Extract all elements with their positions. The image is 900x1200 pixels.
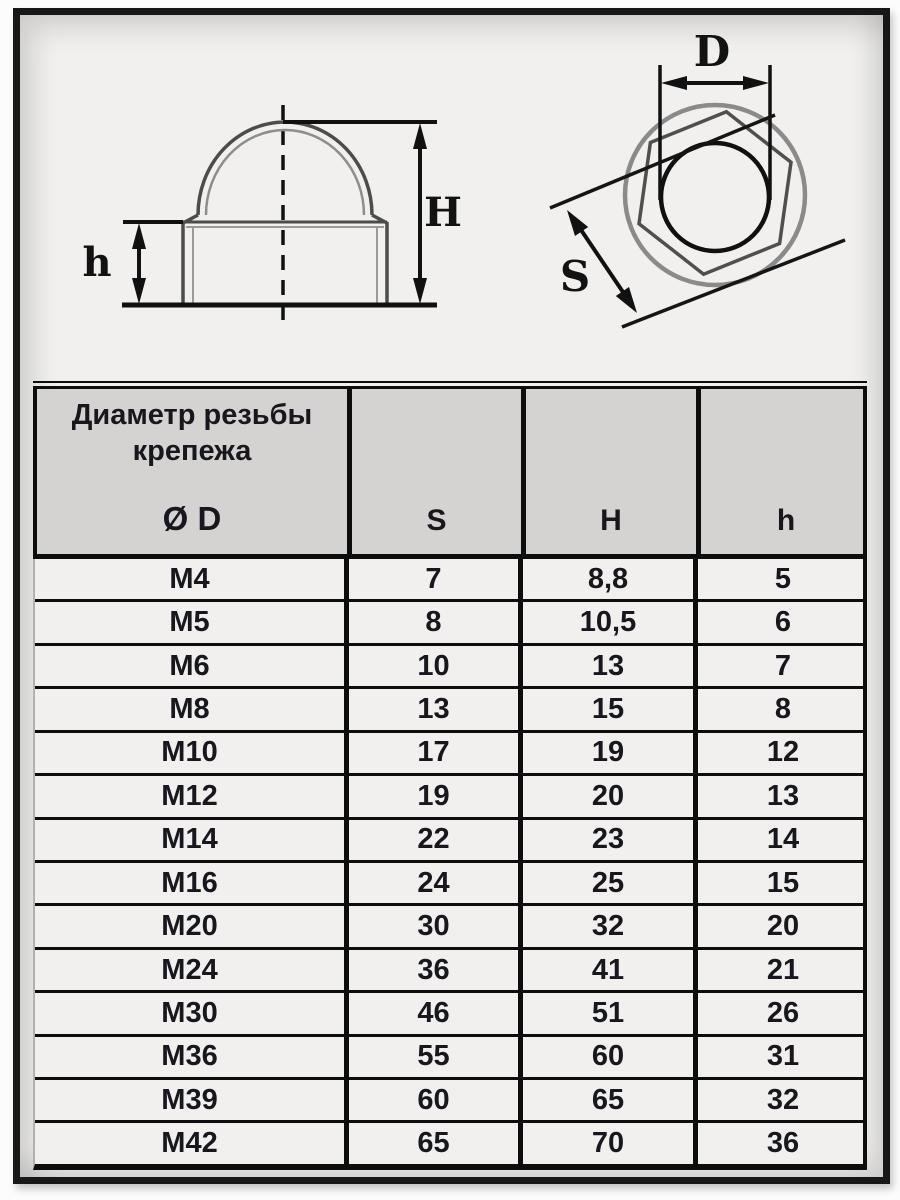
table-cell: 24	[344, 863, 518, 903]
table-cell: 26	[693, 993, 868, 1033]
table-cell: 19	[518, 733, 693, 773]
header-thread-diameter	[37, 389, 347, 554]
table-cell: 31	[693, 1037, 868, 1077]
table-cell: 8	[693, 689, 868, 729]
table-cell: 14	[693, 820, 868, 860]
table-cell: 70	[518, 1123, 693, 1163]
table-cell: 5	[693, 559, 868, 599]
header-col1-line1: Диаметр резьбы	[71, 399, 313, 431]
table-cell: 8,8	[518, 559, 693, 599]
table-row	[35, 730, 863, 773]
table-row	[35, 1120, 863, 1163]
table-cell: 41	[518, 950, 693, 990]
dim-label-D: D	[693, 27, 731, 76]
dim-label-H: H	[424, 189, 462, 236]
table-cell: 32	[693, 1080, 868, 1120]
table-row	[35, 599, 863, 642]
H-arrowhead-bottom	[413, 278, 427, 304]
table-cell: 30	[344, 906, 518, 946]
top-view-drawing	[543, 24, 885, 362]
table-top-rule	[33, 381, 867, 389]
table-cell: 65	[518, 1080, 693, 1120]
table-row	[35, 1077, 863, 1120]
table-row	[35, 990, 863, 1033]
table-row	[35, 1034, 863, 1077]
table-cell: 23	[518, 820, 693, 860]
table-cell: 8	[344, 602, 518, 642]
table-cell: 12	[693, 733, 868, 773]
table-cell: M30	[161, 996, 218, 1029]
table-cell: 20	[518, 776, 693, 816]
table-cell: 19	[344, 776, 518, 816]
table-cell: 10	[344, 646, 518, 686]
table-cell: 65	[344, 1123, 518, 1163]
table-cell: 7	[344, 559, 518, 599]
table-cell: M10	[161, 736, 218, 769]
table-row	[35, 903, 863, 946]
table-cell: 15	[518, 689, 693, 729]
D-arrowhead-left	[661, 76, 687, 90]
side-view-drawing	[58, 82, 470, 344]
header-col-h: h	[696, 389, 871, 554]
table-cell: 60	[518, 1037, 693, 1077]
table-cell: M16	[161, 866, 218, 899]
table-cell: M4	[169, 562, 210, 595]
table-cell: M20	[161, 910, 218, 943]
table-cell: 36	[344, 950, 518, 990]
table-cell: M14	[161, 823, 218, 856]
h-arrowhead-top	[132, 223, 146, 249]
table-cell: 36	[693, 1123, 868, 1163]
table-cell: 13	[693, 776, 868, 816]
dimension-table	[33, 381, 867, 1170]
table-row	[35, 559, 863, 599]
table-cell: M24	[161, 953, 218, 986]
table-header	[33, 389, 867, 559]
header-col1-symbol: Ø D	[162, 500, 222, 537]
table-row	[35, 860, 863, 903]
D-arrowhead-right	[743, 76, 769, 90]
table-cell: 32	[518, 906, 693, 946]
table-cell: 15	[693, 863, 868, 903]
table-cell: 13	[344, 689, 518, 729]
table-cell: 17	[344, 733, 518, 773]
table-cell: 7	[693, 646, 868, 686]
table-cell: 46	[344, 993, 518, 1033]
table-cell: 20	[693, 906, 868, 946]
chamfer-circle	[625, 105, 805, 285]
table-row	[35, 643, 863, 686]
table-cell: M8	[169, 692, 210, 725]
table-cell: 25	[518, 863, 693, 903]
table-cell: 13	[518, 646, 693, 686]
table-cell: M12	[161, 779, 218, 812]
table-row	[35, 817, 863, 860]
table-row	[35, 773, 863, 816]
S-arrowhead-upper	[567, 210, 588, 236]
table-cell: M39	[161, 1083, 218, 1116]
table-body	[33, 559, 867, 1170]
H-arrowhead-top	[413, 123, 427, 149]
table-cell: M5	[169, 606, 210, 639]
table-cell: M36	[161, 1040, 218, 1073]
table-cell: M42	[161, 1127, 218, 1160]
thread-hole-circle	[661, 143, 769, 251]
header-col-S: S	[347, 389, 521, 554]
table-row	[35, 686, 863, 729]
table-cell: 21	[693, 950, 868, 990]
dim-label-h: h	[82, 239, 112, 286]
dome-outline	[198, 122, 372, 215]
table-cell: 22	[344, 820, 518, 860]
table-cell: M6	[169, 649, 210, 682]
header-col1-line2: крепежа	[132, 435, 252, 467]
table-row	[35, 947, 863, 990]
header-col-H: H	[521, 389, 696, 554]
h-arrowhead-bottom	[132, 278, 146, 304]
table-cell: 55	[344, 1037, 518, 1077]
table-cell: 51	[518, 993, 693, 1033]
S-arrowhead-lower	[616, 287, 637, 313]
table-cell: 10,5	[518, 602, 693, 642]
table-cell: 6	[693, 602, 868, 642]
spec-sheet	[13, 8, 890, 1184]
table-cell: 60	[344, 1080, 518, 1120]
dim-label-S: S	[559, 252, 591, 301]
S-tangent-lower	[622, 240, 845, 327]
